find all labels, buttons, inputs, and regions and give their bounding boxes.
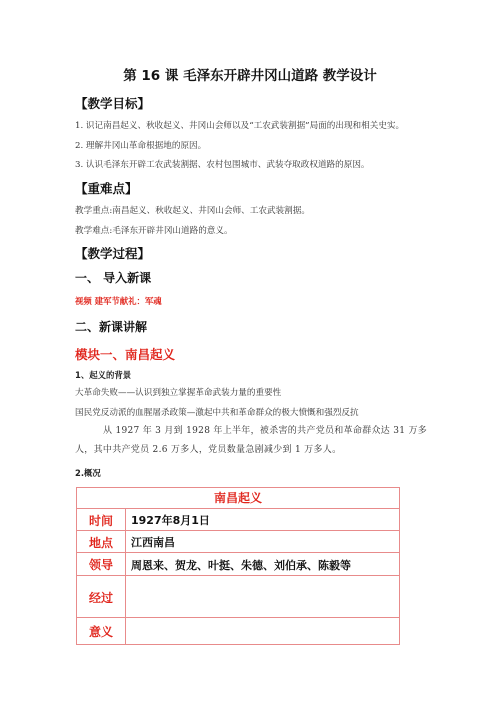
- page-title: 第 16 课 毛泽东开辟井冈山道路 教学设计: [123, 68, 377, 84]
- objective-item: 2. 理解井冈山革命根据地的原因。: [75, 141, 207, 151]
- row-value-time: 1927年8月1日: [131, 514, 210, 527]
- objective-item: 1. 识记南昌起义、秋收起义、井冈山会师以及“工农武装割据”局面的出现和相关史实。: [75, 121, 405, 131]
- row-value-place: 江西南昌: [131, 536, 175, 549]
- key-points-heading: 【重难点】: [75, 181, 138, 196]
- video-reference: 视频 建军节献礼：军魂: [75, 296, 162, 306]
- row-label-significance: 意义: [77, 618, 126, 645]
- row-label-leaders: 领导: [77, 553, 126, 576]
- row-value-significance: [131, 618, 395, 645]
- objective-item: 3. 认识毛泽东开辟工农武装割据、农村包围城市、武装夺取政权道路的原因。: [75, 160, 370, 170]
- section-lecture-heading: 二、新课讲解: [75, 320, 148, 334]
- table-row: [77, 552, 399, 576]
- overview-table: [76, 487, 400, 645]
- overview-heading: 2.概况: [75, 468, 101, 478]
- process-heading: 【教学过程】: [75, 246, 151, 261]
- key-point-item: 教学重点:南昌起义、秋收起义、井冈山会师、工农武装割据。: [75, 206, 310, 216]
- row-value-leaders: 周恩来、贺龙、叶挺、朱德、刘伯承、陈毅等: [131, 558, 351, 572]
- overview-table-title: 南昌起义: [213, 491, 262, 505]
- row-label-time: 时间: [77, 509, 126, 531]
- section-intro-heading: 一、 导入新课: [75, 271, 152, 285]
- background-line: 大革命失败——认识到独立掌握革命武装力量的重要性: [75, 388, 282, 398]
- key-point-item: 教学难点:毛泽东开辟井冈山道路的意义。: [75, 226, 233, 236]
- row-label-process: 经过: [77, 576, 126, 618]
- objectives-heading: 【教学目标】: [75, 96, 151, 111]
- row-label-place: 地点: [77, 531, 126, 553]
- background-heading: 1、起义的背景: [75, 370, 132, 380]
- background-paragraph: 从 1927 年 3 月到 1928 年上半年，被杀害的共产党员和革命群众达 31 万多人，其中共产党员 2.6 万多人，党员数量急剧减少到 1 万多人。: [75, 426, 428, 455]
- table-row: [77, 575, 399, 618]
- background-line: 国民党反动派的血腥屠杀政策—激起中共和革命群众的极大愤慨和强烈反抗: [75, 408, 359, 418]
- module-heading: 模块一、南昌起义: [75, 347, 176, 362]
- table-row: [77, 530, 399, 553]
- table-row: [77, 617, 399, 645]
- table-row: [77, 508, 399, 531]
- row-value-process: [131, 576, 395, 618]
